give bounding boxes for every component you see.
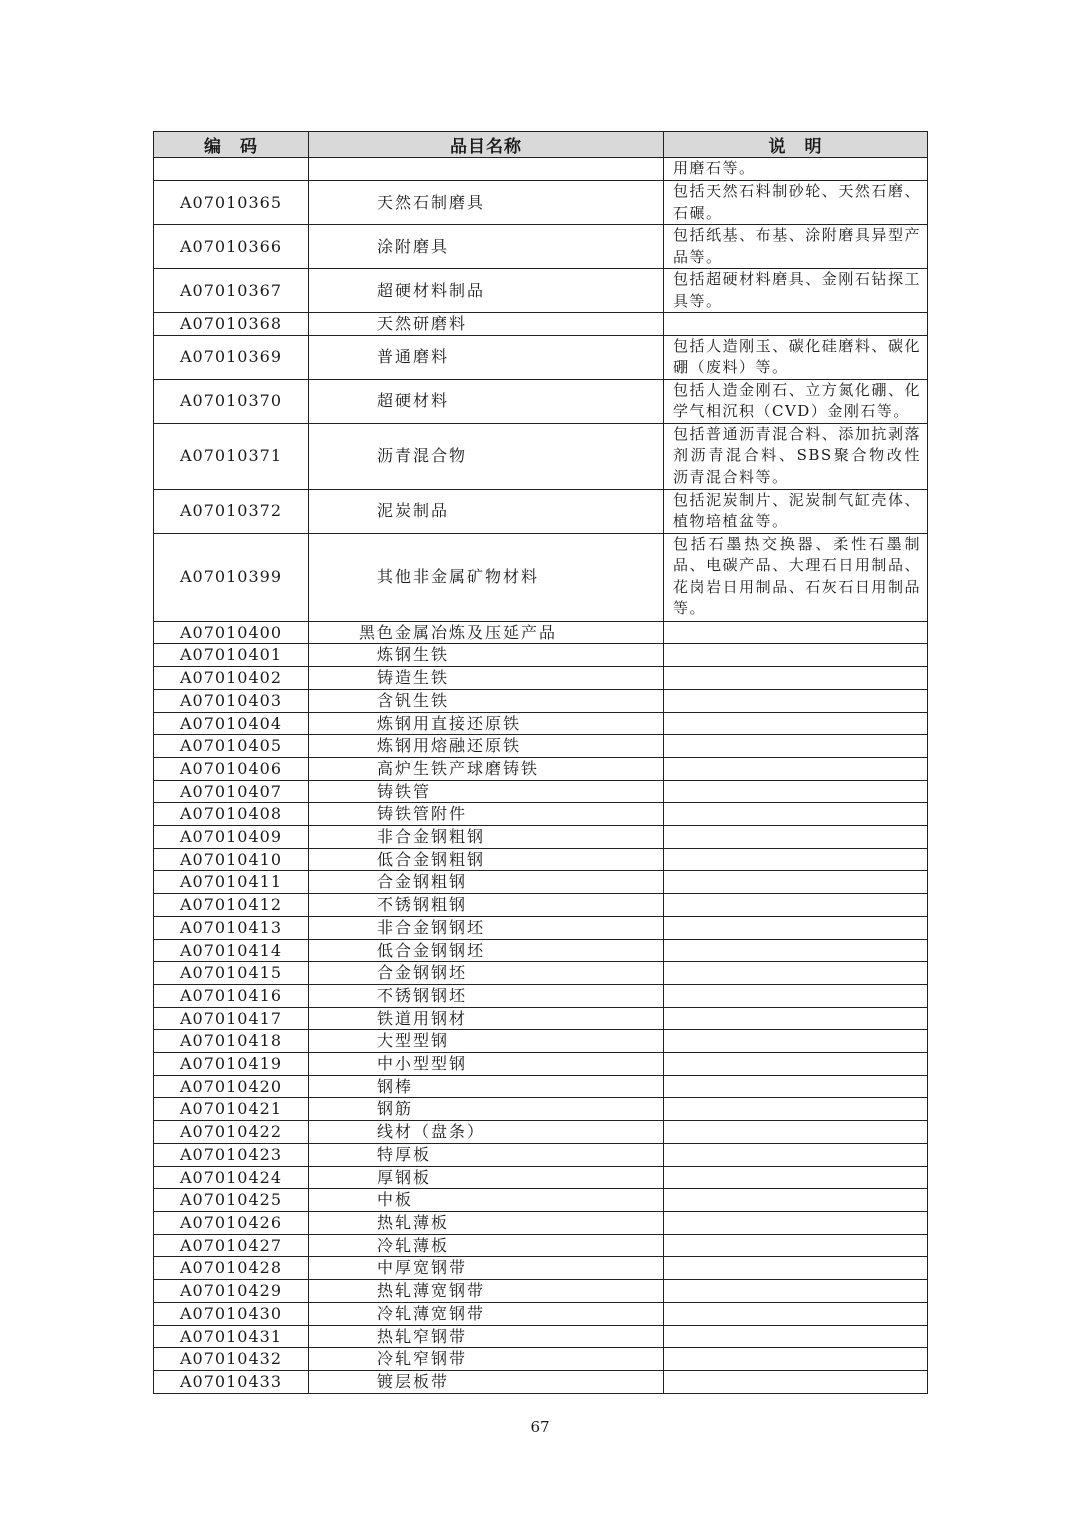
item-name: 铁道用钢材	[309, 1007, 664, 1030]
item-desc	[664, 826, 928, 849]
item-desc	[664, 1257, 928, 1280]
table-row	[154, 894, 928, 917]
item-code: A07010422	[154, 1121, 309, 1144]
item-code: A07010420	[154, 1075, 309, 1098]
item-name: 炼钢生铁	[309, 644, 664, 667]
item-code: A07010414	[154, 939, 309, 962]
page-number: 67	[530, 1418, 550, 1436]
item-code: A07010405	[154, 735, 309, 758]
item-name: 钢棒	[309, 1075, 664, 1098]
item-code: A07010371	[154, 423, 309, 489]
item-code: A07010415	[154, 962, 309, 985]
item-name: 中厚宽钢带	[309, 1257, 664, 1280]
table-row	[154, 1098, 928, 1121]
table-row	[154, 423, 928, 489]
item-name: 非合金钢粗钢	[309, 826, 664, 849]
item-code: A07010404	[154, 712, 309, 735]
table-row	[154, 225, 928, 269]
item-code: A07010365	[154, 181, 309, 225]
item-code: A07010370	[154, 379, 309, 423]
table-row	[154, 1280, 928, 1303]
table-row	[154, 644, 928, 667]
table-row	[154, 1143, 928, 1166]
item-desc	[664, 894, 928, 917]
item-name: 线材（盘条）	[309, 1121, 664, 1144]
table-row	[154, 735, 928, 758]
item-desc	[664, 757, 928, 780]
item-code: A07010408	[154, 803, 309, 826]
item-name: 铸铁管	[309, 780, 664, 803]
item-name: 镀层板带	[309, 1370, 664, 1393]
table-row	[154, 1121, 928, 1144]
item-desc	[664, 780, 928, 803]
item-name: 炼钢用熔融还原铁	[309, 735, 664, 758]
table-row	[154, 984, 928, 1007]
table-row	[154, 1053, 928, 1076]
table-row	[154, 335, 928, 379]
header-desc: 说 明	[664, 132, 928, 158]
item-code: A07010367	[154, 269, 309, 313]
item-code: A07010402	[154, 667, 309, 690]
table-row	[154, 712, 928, 735]
table-row	[154, 757, 928, 780]
item-code: A07010419	[154, 1053, 309, 1076]
item-desc	[664, 916, 928, 939]
item-desc	[664, 1075, 928, 1098]
item-code: A07010417	[154, 1007, 309, 1030]
item-code: A07010412	[154, 894, 309, 917]
item-desc	[664, 313, 928, 336]
item-name: 钢筋	[309, 1098, 664, 1121]
item-code: A07010369	[154, 335, 309, 379]
item-code: A07010406	[154, 757, 309, 780]
item-name: 特厚板	[309, 1143, 664, 1166]
item-code: A07010416	[154, 984, 309, 1007]
item-desc	[664, 1030, 928, 1053]
table-row	[154, 939, 928, 962]
item-code: A07010431	[154, 1325, 309, 1348]
item-desc	[664, 1166, 928, 1189]
item-desc	[664, 1348, 928, 1371]
item-code: A07010432	[154, 1348, 309, 1371]
item-desc	[664, 1189, 928, 1212]
item-name: 中板	[309, 1189, 664, 1212]
item-desc: 包括石墨热交换器、柔性石墨制品、电碳产品、大理石日用制品、花岗岩日用制品、石灰石日用制品等。	[664, 533, 928, 621]
table-row	[154, 916, 928, 939]
item-code: A07010372	[154, 489, 309, 533]
table-row	[154, 962, 928, 985]
item-name: 含钒生铁	[309, 689, 664, 712]
item-name: 不锈钢粗钢	[309, 894, 664, 917]
item-code: A07010413	[154, 916, 309, 939]
item-code: A07010424	[154, 1166, 309, 1189]
item-code: A07010426	[154, 1211, 309, 1234]
item-code: A07010430	[154, 1302, 309, 1325]
item-desc: 包括人造刚玉、碳化硅磨料、碳化硼（废料）等。	[664, 335, 928, 379]
item-desc	[664, 1211, 928, 1234]
item-code: A07010400	[154, 621, 309, 644]
table-row	[154, 1189, 928, 1212]
table-row	[154, 621, 928, 644]
item-code: A07010411	[154, 871, 309, 894]
table-row	[154, 533, 928, 621]
item-code: A07010421	[154, 1098, 309, 1121]
item-desc	[664, 621, 928, 644]
table-row	[154, 1166, 928, 1189]
item-desc	[664, 1370, 928, 1393]
table-row	[154, 871, 928, 894]
item-desc	[664, 1007, 928, 1030]
item-desc	[664, 803, 928, 826]
item-name: 铸造生铁	[309, 667, 664, 690]
table-row	[154, 1075, 928, 1098]
table-row	[154, 1370, 928, 1393]
item-name: 大型型钢	[309, 1030, 664, 1053]
item-name: 冷轧窄钢带	[309, 1348, 664, 1371]
item-desc	[664, 1121, 928, 1144]
table-row	[154, 1348, 928, 1371]
table-row	[154, 780, 928, 803]
item-code: A07010410	[154, 848, 309, 871]
item-desc	[664, 735, 928, 758]
table-row	[154, 1030, 928, 1053]
item-code: A07010403	[154, 689, 309, 712]
item-desc	[664, 1302, 928, 1325]
header-name: 品目名称	[309, 132, 664, 158]
table-row	[154, 489, 928, 533]
item-desc	[664, 984, 928, 1007]
item-code: A07010409	[154, 826, 309, 849]
item-desc	[664, 667, 928, 690]
table-row	[154, 1234, 928, 1257]
item-name	[309, 158, 664, 181]
item-code: A07010429	[154, 1280, 309, 1303]
catalog-table	[153, 131, 928, 1394]
item-name: 合金钢粗钢	[309, 871, 664, 894]
item-name: 其他非金属矿物材料	[309, 533, 664, 621]
item-desc	[664, 848, 928, 871]
item-code: A07010427	[154, 1234, 309, 1257]
item-desc: 包括人造金刚石、立方氮化硼、化学气相沉积（CVD）金刚石等。	[664, 379, 928, 423]
table-row	[154, 848, 928, 871]
item-desc	[664, 1053, 928, 1076]
table-row	[154, 158, 928, 181]
item-code: A07010407	[154, 780, 309, 803]
item-name: 普通磨料	[309, 335, 664, 379]
item-name: 热轧薄宽钢带	[309, 1280, 664, 1303]
item-name: 冷轧薄宽钢带	[309, 1302, 664, 1325]
item-desc	[664, 1325, 928, 1348]
table-row	[154, 667, 928, 690]
item-name: 黑色金属冶炼及压延产品	[309, 621, 664, 644]
item-code: A07010418	[154, 1030, 309, 1053]
table-row	[154, 269, 928, 313]
table-row	[154, 1257, 928, 1280]
item-desc	[664, 689, 928, 712]
item-code: A07010366	[154, 225, 309, 269]
item-name: 中小型型钢	[309, 1053, 664, 1076]
item-name: 合金钢钢坯	[309, 962, 664, 985]
item-desc	[664, 871, 928, 894]
item-name: 热轧薄板	[309, 1211, 664, 1234]
table-row	[154, 803, 928, 826]
item-name: 天然石制磨具	[309, 181, 664, 225]
item-name: 高炉生铁产球磨铸铁	[309, 757, 664, 780]
item-name: 冷轧薄板	[309, 1234, 664, 1257]
item-name: 不锈钢钢坯	[309, 984, 664, 1007]
item-name: 低合金钢粗钢	[309, 848, 664, 871]
item-code: A07010428	[154, 1257, 309, 1280]
item-desc	[664, 962, 928, 985]
table-row	[154, 1211, 928, 1234]
item-code: A07010399	[154, 533, 309, 621]
item-name: 铸铁管附件	[309, 803, 664, 826]
table-row	[154, 826, 928, 849]
item-desc: 包括超硬材料磨具、金刚石钻探工具等。	[664, 269, 928, 313]
item-code: A07010423	[154, 1143, 309, 1166]
item-name: 天然研磨料	[309, 313, 664, 336]
item-name: 低合金钢钢坯	[309, 939, 664, 962]
table-row	[154, 181, 928, 225]
table-row	[154, 379, 928, 423]
item-desc: 包括天然石料制砂轮、天然石磨、石碾。	[664, 181, 928, 225]
item-code: A07010433	[154, 1370, 309, 1393]
table-row	[154, 313, 928, 336]
item-name: 泥炭制品	[309, 489, 664, 533]
item-desc	[664, 1098, 928, 1121]
header-code: 编 码	[154, 132, 309, 158]
item-desc	[664, 712, 928, 735]
item-code	[154, 158, 309, 181]
item-desc: 包括纸基、布基、涂附磨具异型产品等。	[664, 225, 928, 269]
table-header-row	[154, 132, 928, 158]
item-name: 非合金钢钢坯	[309, 916, 664, 939]
table-row	[154, 1007, 928, 1030]
item-name: 涂附磨具	[309, 225, 664, 269]
table-row	[154, 1302, 928, 1325]
item-desc	[664, 1234, 928, 1257]
item-desc: 用磨石等。	[664, 158, 928, 181]
table-row	[154, 689, 928, 712]
item-name: 超硬材料	[309, 379, 664, 423]
item-desc	[664, 644, 928, 667]
item-name: 炼钢用直接还原铁	[309, 712, 664, 735]
item-name: 厚钢板	[309, 1166, 664, 1189]
item-name: 热轧窄钢带	[309, 1325, 664, 1348]
item-desc	[664, 939, 928, 962]
item-desc	[664, 1280, 928, 1303]
item-desc	[664, 1143, 928, 1166]
item-name: 沥青混合物	[309, 423, 664, 489]
item-name: 超硬材料制品	[309, 269, 664, 313]
item-code: A07010401	[154, 644, 309, 667]
item-code: A07010368	[154, 313, 309, 336]
item-desc: 包括泥炭制片、泥炭制气缸壳体、植物培植盆等。	[664, 489, 928, 533]
item-code: A07010425	[154, 1189, 309, 1212]
item-desc: 包括普通沥青混合料、添加抗剥落剂沥青混合料、SBS聚合物改性沥青混合料等。	[664, 423, 928, 489]
table-row	[154, 1325, 928, 1348]
